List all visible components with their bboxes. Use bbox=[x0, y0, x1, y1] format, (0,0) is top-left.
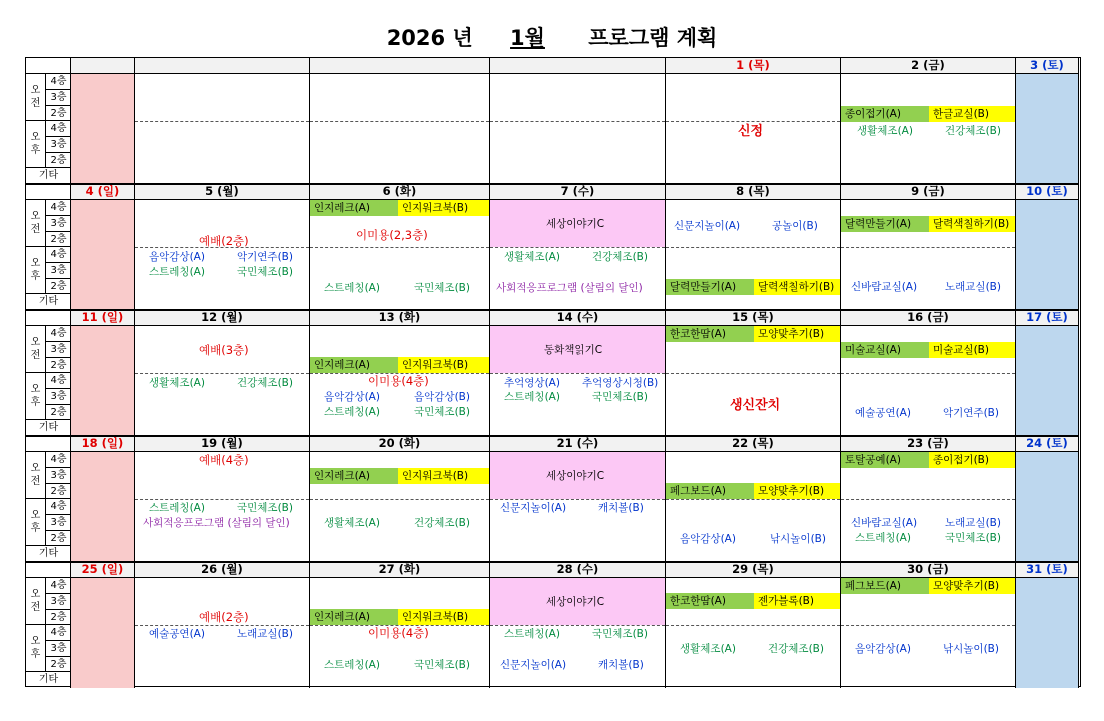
title-name: 프로그램 계획 bbox=[588, 26, 718, 50]
program-item: 신문지놀이(A) bbox=[500, 502, 567, 514]
day-header: 13 (화) bbox=[310, 310, 490, 326]
header-corner bbox=[26, 184, 71, 200]
program-item: 스트레칭(A) bbox=[149, 502, 205, 514]
program-item: 젠가블록(B) bbox=[754, 593, 840, 609]
time-floor-labels bbox=[26, 200, 71, 310]
header-corner bbox=[26, 58, 71, 74]
program-item: 사회적응프로그램 (살림의 달인) bbox=[496, 282, 643, 294]
floor-label: 3층 bbox=[46, 342, 71, 358]
day-header: 20 (화) bbox=[310, 436, 490, 452]
day-header bbox=[490, 58, 666, 74]
program-item: 추억영상(A) bbox=[504, 377, 560, 389]
program-item: 예배(2층) bbox=[199, 234, 249, 248]
day-cell bbox=[1016, 326, 1079, 436]
program-item: 건강체조(B) bbox=[768, 643, 824, 655]
day-header: 25 (일) bbox=[71, 562, 135, 578]
program-item: 인지레크(A) bbox=[310, 468, 398, 484]
floor-label: 2층 bbox=[46, 232, 71, 247]
program-item: 국민체조(B) bbox=[237, 266, 293, 278]
program-item: 예배(3층) bbox=[199, 343, 249, 357]
afternoon-label: 오 후 bbox=[26, 247, 46, 294]
week-divider bbox=[26, 561, 1079, 563]
floor-label: 3층 bbox=[46, 468, 71, 484]
day-cell bbox=[841, 326, 1016, 436]
program-item: 국민체조(B) bbox=[414, 659, 470, 671]
floor-label: 2층 bbox=[46, 657, 71, 672]
header-corner bbox=[26, 310, 71, 326]
day-cell bbox=[1016, 578, 1079, 688]
program-item: 생활체조(A) bbox=[149, 377, 205, 389]
special-event: 신정 bbox=[738, 124, 764, 139]
floor-label: 4층 bbox=[46, 578, 71, 594]
program-item: 신바람교실(A) bbox=[851, 517, 918, 529]
title-year: 2026 년 bbox=[386, 26, 473, 50]
day-header: 28 (수) bbox=[490, 562, 666, 578]
day-header: 8 (목) bbox=[666, 184, 841, 200]
day-cell bbox=[310, 578, 490, 688]
day-cell bbox=[490, 326, 666, 436]
floor-label: 4층 bbox=[46, 499, 71, 515]
am-pm-divider bbox=[490, 247, 665, 248]
program-item: 악기연주(B) bbox=[943, 407, 999, 419]
header-corner bbox=[26, 562, 71, 578]
floor-label: 3층 bbox=[46, 137, 71, 153]
time-floor-labels bbox=[26, 326, 71, 436]
day-cell bbox=[490, 578, 666, 688]
week-row bbox=[26, 58, 1079, 184]
am-pm-divider bbox=[666, 373, 840, 374]
day-header: 26 (월) bbox=[135, 562, 310, 578]
program-item: 예배(2층) bbox=[199, 610, 249, 624]
floor-label: 2층 bbox=[46, 484, 71, 499]
day-cell bbox=[135, 74, 310, 184]
am-pm-divider bbox=[666, 625, 840, 626]
floor-label: 3층 bbox=[46, 389, 71, 405]
day-cell bbox=[1016, 200, 1079, 310]
day-cell bbox=[71, 326, 135, 436]
week-row bbox=[26, 184, 1079, 310]
day-cell bbox=[310, 74, 490, 184]
am-pm-divider bbox=[841, 499, 1015, 500]
floor-label: 3층 bbox=[46, 263, 71, 279]
header-corner bbox=[26, 436, 71, 452]
program-item: 한코한땀(A) bbox=[666, 326, 754, 342]
program-item: 종이접기(B) bbox=[929, 452, 1015, 468]
program-item: 건강체조(B) bbox=[237, 377, 293, 389]
program-item: 동화책읽기C bbox=[544, 344, 603, 356]
special-event: 생신잔치 bbox=[730, 398, 781, 413]
program-item: 예술공연(A) bbox=[149, 628, 205, 640]
day-header: 30 (금) bbox=[841, 562, 1016, 578]
day-cell bbox=[1016, 74, 1079, 184]
morning-label: 오 전 bbox=[26, 452, 46, 499]
morning-label: 오 전 bbox=[26, 578, 46, 625]
day-cell bbox=[135, 326, 310, 436]
day-header: 3 (토) bbox=[1016, 58, 1079, 74]
day-cell bbox=[666, 74, 841, 184]
program-item: 음악감상(A) bbox=[324, 391, 380, 403]
time-floor-labels bbox=[26, 74, 71, 184]
etc-label: 기타 bbox=[38, 548, 59, 559]
week-row bbox=[26, 310, 1079, 436]
program-item: 생활체조(A) bbox=[504, 251, 560, 263]
program-item: 신바람교실(A) bbox=[851, 281, 918, 293]
day-header: 10 (토) bbox=[1016, 184, 1079, 200]
day-header bbox=[310, 58, 490, 74]
day-header bbox=[71, 58, 135, 74]
calendar-grid bbox=[25, 57, 1081, 687]
day-cell bbox=[666, 578, 841, 688]
floor-label: 2층 bbox=[46, 610, 71, 625]
program-item: 토탈공예(A) bbox=[841, 452, 929, 468]
program-item: 달력만들기(A) bbox=[666, 279, 754, 295]
program-item: 생활체조(A) bbox=[857, 125, 913, 137]
day-header: 6 (화) bbox=[310, 184, 490, 200]
program-item: 모양맞추기(B) bbox=[754, 326, 840, 342]
day-header bbox=[135, 58, 310, 74]
week-row bbox=[26, 562, 1079, 688]
afternoon-label: 오 후 bbox=[26, 121, 46, 168]
floor-label: 4층 bbox=[46, 373, 71, 389]
program-item: 노래교실(B) bbox=[945, 517, 1001, 529]
day-cell bbox=[135, 200, 310, 310]
program-item: 인지워크북(B) bbox=[398, 357, 490, 373]
program-item: 노래교실(B) bbox=[237, 628, 293, 640]
program-item: 음악감상(A) bbox=[680, 533, 736, 545]
day-header: 16 (금) bbox=[841, 310, 1016, 326]
day-header: 27 (화) bbox=[310, 562, 490, 578]
day-cell bbox=[310, 326, 490, 436]
program-item: 노래교실(B) bbox=[945, 281, 1001, 293]
floor-label: 3층 bbox=[46, 594, 71, 610]
am-pm-divider bbox=[666, 499, 840, 500]
program-item: 사회적응프로그램 (살림의 달인) bbox=[143, 517, 290, 529]
morning-label: 오 전 bbox=[26, 200, 46, 247]
program-item: 모양맞추기(B) bbox=[754, 483, 840, 499]
program-item: 인지워크북(B) bbox=[398, 200, 490, 216]
floor-label: 2층 bbox=[46, 358, 71, 373]
day-cell bbox=[841, 578, 1016, 688]
program-item: 스트레칭(A) bbox=[504, 391, 560, 403]
program-item: 국민체조(B) bbox=[237, 502, 293, 514]
week-divider bbox=[26, 309, 1079, 311]
program-item: 생활체조(A) bbox=[324, 517, 380, 529]
day-header: 11 (일) bbox=[71, 310, 135, 326]
program-item: 국민체조(B) bbox=[592, 391, 648, 403]
program-item: 캐치볼(B) bbox=[598, 502, 644, 514]
program-item: 낚시놀이(B) bbox=[770, 533, 826, 545]
am-pm-divider bbox=[666, 247, 840, 248]
floor-label: 4층 bbox=[46, 74, 71, 90]
program-item: 달력색칠하기(B) bbox=[929, 216, 1015, 232]
program-item: 예술공연(A) bbox=[855, 407, 911, 419]
am-pm-divider bbox=[135, 373, 309, 374]
am-pm-divider bbox=[310, 121, 489, 122]
day-cell bbox=[490, 74, 666, 184]
floor-label: 2층 bbox=[46, 405, 71, 420]
program-item: 세상이야기C bbox=[546, 596, 605, 608]
day-header: 9 (금) bbox=[841, 184, 1016, 200]
program-item: 음악감상(B) bbox=[414, 391, 470, 403]
program-item: 음악감상(A) bbox=[149, 251, 205, 263]
floor-label: 2층 bbox=[46, 531, 71, 546]
program-item: 미술교실(A) bbox=[841, 342, 929, 358]
week-divider bbox=[26, 435, 1079, 437]
floor-label: 3층 bbox=[46, 90, 71, 106]
day-cell bbox=[490, 452, 666, 562]
floor-label: 4층 bbox=[46, 326, 71, 342]
day-header: 24 (토) bbox=[1016, 436, 1079, 452]
morning-label: 오 전 bbox=[26, 326, 46, 373]
day-header: 14 (수) bbox=[490, 310, 666, 326]
program-item: 인지레크(A) bbox=[310, 609, 398, 625]
day-cell bbox=[310, 452, 490, 562]
etc-label: 기타 bbox=[38, 296, 59, 307]
floor-label: 4층 bbox=[46, 625, 71, 641]
program-item: 한글교실(B) bbox=[929, 106, 1015, 122]
program-item: 스트레칭(A) bbox=[324, 659, 380, 671]
day-cell bbox=[666, 452, 841, 562]
program-item: 페그보드(A) bbox=[841, 578, 929, 594]
program-item: 스트레칭(A) bbox=[324, 406, 380, 418]
program-item: 한코한땀(A) bbox=[666, 593, 754, 609]
program-item: 생활체조(A) bbox=[680, 643, 736, 655]
am-pm-divider bbox=[490, 121, 665, 122]
day-cell bbox=[1016, 452, 1079, 562]
program-item: 이미용(4층) bbox=[368, 374, 429, 388]
day-cell bbox=[71, 452, 135, 562]
afternoon-label: 오 후 bbox=[26, 499, 46, 546]
day-header: 7 (수) bbox=[490, 184, 666, 200]
day-header: 17 (토) bbox=[1016, 310, 1079, 326]
program-item: 스트레칭(A) bbox=[855, 532, 911, 544]
day-cell bbox=[490, 200, 666, 310]
day-header: 2 (금) bbox=[841, 58, 1016, 74]
floor-label: 3층 bbox=[46, 641, 71, 657]
am-pm-divider bbox=[841, 625, 1015, 626]
day-header: 21 (수) bbox=[490, 436, 666, 452]
afternoon-label: 오 후 bbox=[26, 625, 46, 672]
program-item: 인지워크북(B) bbox=[398, 468, 490, 484]
time-floor-labels bbox=[26, 578, 71, 688]
program-item: 세상이야기C bbox=[546, 218, 605, 230]
floor-label: 2층 bbox=[46, 106, 71, 121]
floor-label: 4층 bbox=[46, 121, 71, 137]
day-header: 12 (월) bbox=[135, 310, 310, 326]
day-cell bbox=[71, 578, 135, 688]
program-item: 국민체조(B) bbox=[414, 282, 470, 294]
program-item: 종이접기(A) bbox=[841, 106, 929, 122]
program-item: 인지레크(A) bbox=[310, 200, 398, 216]
program-item: 페그보드(A) bbox=[666, 483, 754, 499]
title-month: 1월 bbox=[510, 26, 545, 50]
program-item: 캐치볼(B) bbox=[598, 659, 644, 671]
program-item: 스트레칭(A) bbox=[504, 628, 560, 640]
floor-label: 4층 bbox=[46, 247, 71, 263]
program-item: 세상이야기C bbox=[546, 470, 605, 482]
am-pm-divider bbox=[490, 373, 665, 374]
day-header: 22 (목) bbox=[666, 436, 841, 452]
day-header: 23 (금) bbox=[841, 436, 1016, 452]
day-cell bbox=[310, 200, 490, 310]
day-cell bbox=[666, 200, 841, 310]
day-cell bbox=[135, 578, 310, 688]
program-item: 이미용(2,3층) bbox=[356, 228, 428, 242]
day-header: 4 (일) bbox=[71, 184, 135, 200]
program-item: 신문지놀이(A) bbox=[500, 659, 567, 671]
day-header: 31 (토) bbox=[1016, 562, 1079, 578]
week-divider bbox=[26, 183, 1079, 185]
day-cell bbox=[841, 452, 1016, 562]
program-item: 낚시놀이(B) bbox=[943, 643, 999, 655]
program-item: 모양맞추기(B) bbox=[929, 578, 1015, 594]
morning-label: 오 전 bbox=[26, 74, 46, 121]
program-item: 달력색칠하기(B) bbox=[754, 279, 840, 295]
program-item: 스트레칭(A) bbox=[149, 266, 205, 278]
program-item: 국민체조(B) bbox=[592, 628, 648, 640]
time-floor-labels bbox=[26, 452, 71, 562]
program-item: 추억영상시청(B) bbox=[582, 377, 659, 389]
program-item: 예배(4층) bbox=[199, 453, 249, 467]
day-header: 18 (일) bbox=[71, 436, 135, 452]
floor-label: 3층 bbox=[46, 515, 71, 531]
program-item: 이미용(4층) bbox=[368, 626, 429, 640]
floor-label: 4층 bbox=[46, 452, 71, 468]
program-item: 악기연주(B) bbox=[237, 251, 293, 263]
am-pm-divider bbox=[841, 373, 1015, 374]
day-header: 1 (목) bbox=[666, 58, 841, 74]
am-pm-divider bbox=[310, 247, 489, 248]
program-item: 국민체조(B) bbox=[945, 532, 1001, 544]
day-cell bbox=[135, 452, 310, 562]
day-header: 19 (월) bbox=[135, 436, 310, 452]
day-cell bbox=[71, 200, 135, 310]
floor-label: 2층 bbox=[46, 153, 71, 168]
program-item: 건강체조(B) bbox=[414, 517, 470, 529]
program-item: 국민체조(B) bbox=[414, 406, 470, 418]
program-item: 미술교실(B) bbox=[929, 342, 1015, 358]
floor-label: 4층 bbox=[46, 200, 71, 216]
program-item: 신문지놀이(A) bbox=[674, 220, 741, 232]
program-item: 달력만들기(A) bbox=[841, 216, 929, 232]
day-cell bbox=[71, 74, 135, 184]
program-item: 건강체조(B) bbox=[945, 125, 1001, 137]
am-pm-divider bbox=[135, 121, 309, 122]
day-cell bbox=[841, 74, 1016, 184]
page-title bbox=[0, 22, 1104, 52]
week-row bbox=[26, 436, 1079, 562]
day-cell bbox=[666, 326, 841, 436]
etc-label: 기타 bbox=[38, 170, 59, 181]
day-header: 29 (목) bbox=[666, 562, 841, 578]
etc-label: 기타 bbox=[38, 422, 59, 433]
floor-label: 2층 bbox=[46, 279, 71, 294]
afternoon-label: 오 후 bbox=[26, 373, 46, 420]
program-item: 건강체조(B) bbox=[592, 251, 648, 263]
etc-label: 기타 bbox=[38, 674, 59, 685]
program-item: 공놀이(B) bbox=[772, 220, 818, 232]
day-header: 15 (목) bbox=[666, 310, 841, 326]
program-item: 스트레칭(A) bbox=[324, 282, 380, 294]
program-item: 인지워크북(B) bbox=[398, 609, 490, 625]
program-item: 음악감상(A) bbox=[855, 643, 911, 655]
floor-label: 3층 bbox=[46, 216, 71, 232]
am-pm-divider bbox=[310, 499, 489, 500]
day-header: 5 (월) bbox=[135, 184, 310, 200]
program-item: 인지레크(A) bbox=[310, 357, 398, 373]
day-cell bbox=[841, 200, 1016, 310]
am-pm-divider bbox=[841, 247, 1015, 248]
